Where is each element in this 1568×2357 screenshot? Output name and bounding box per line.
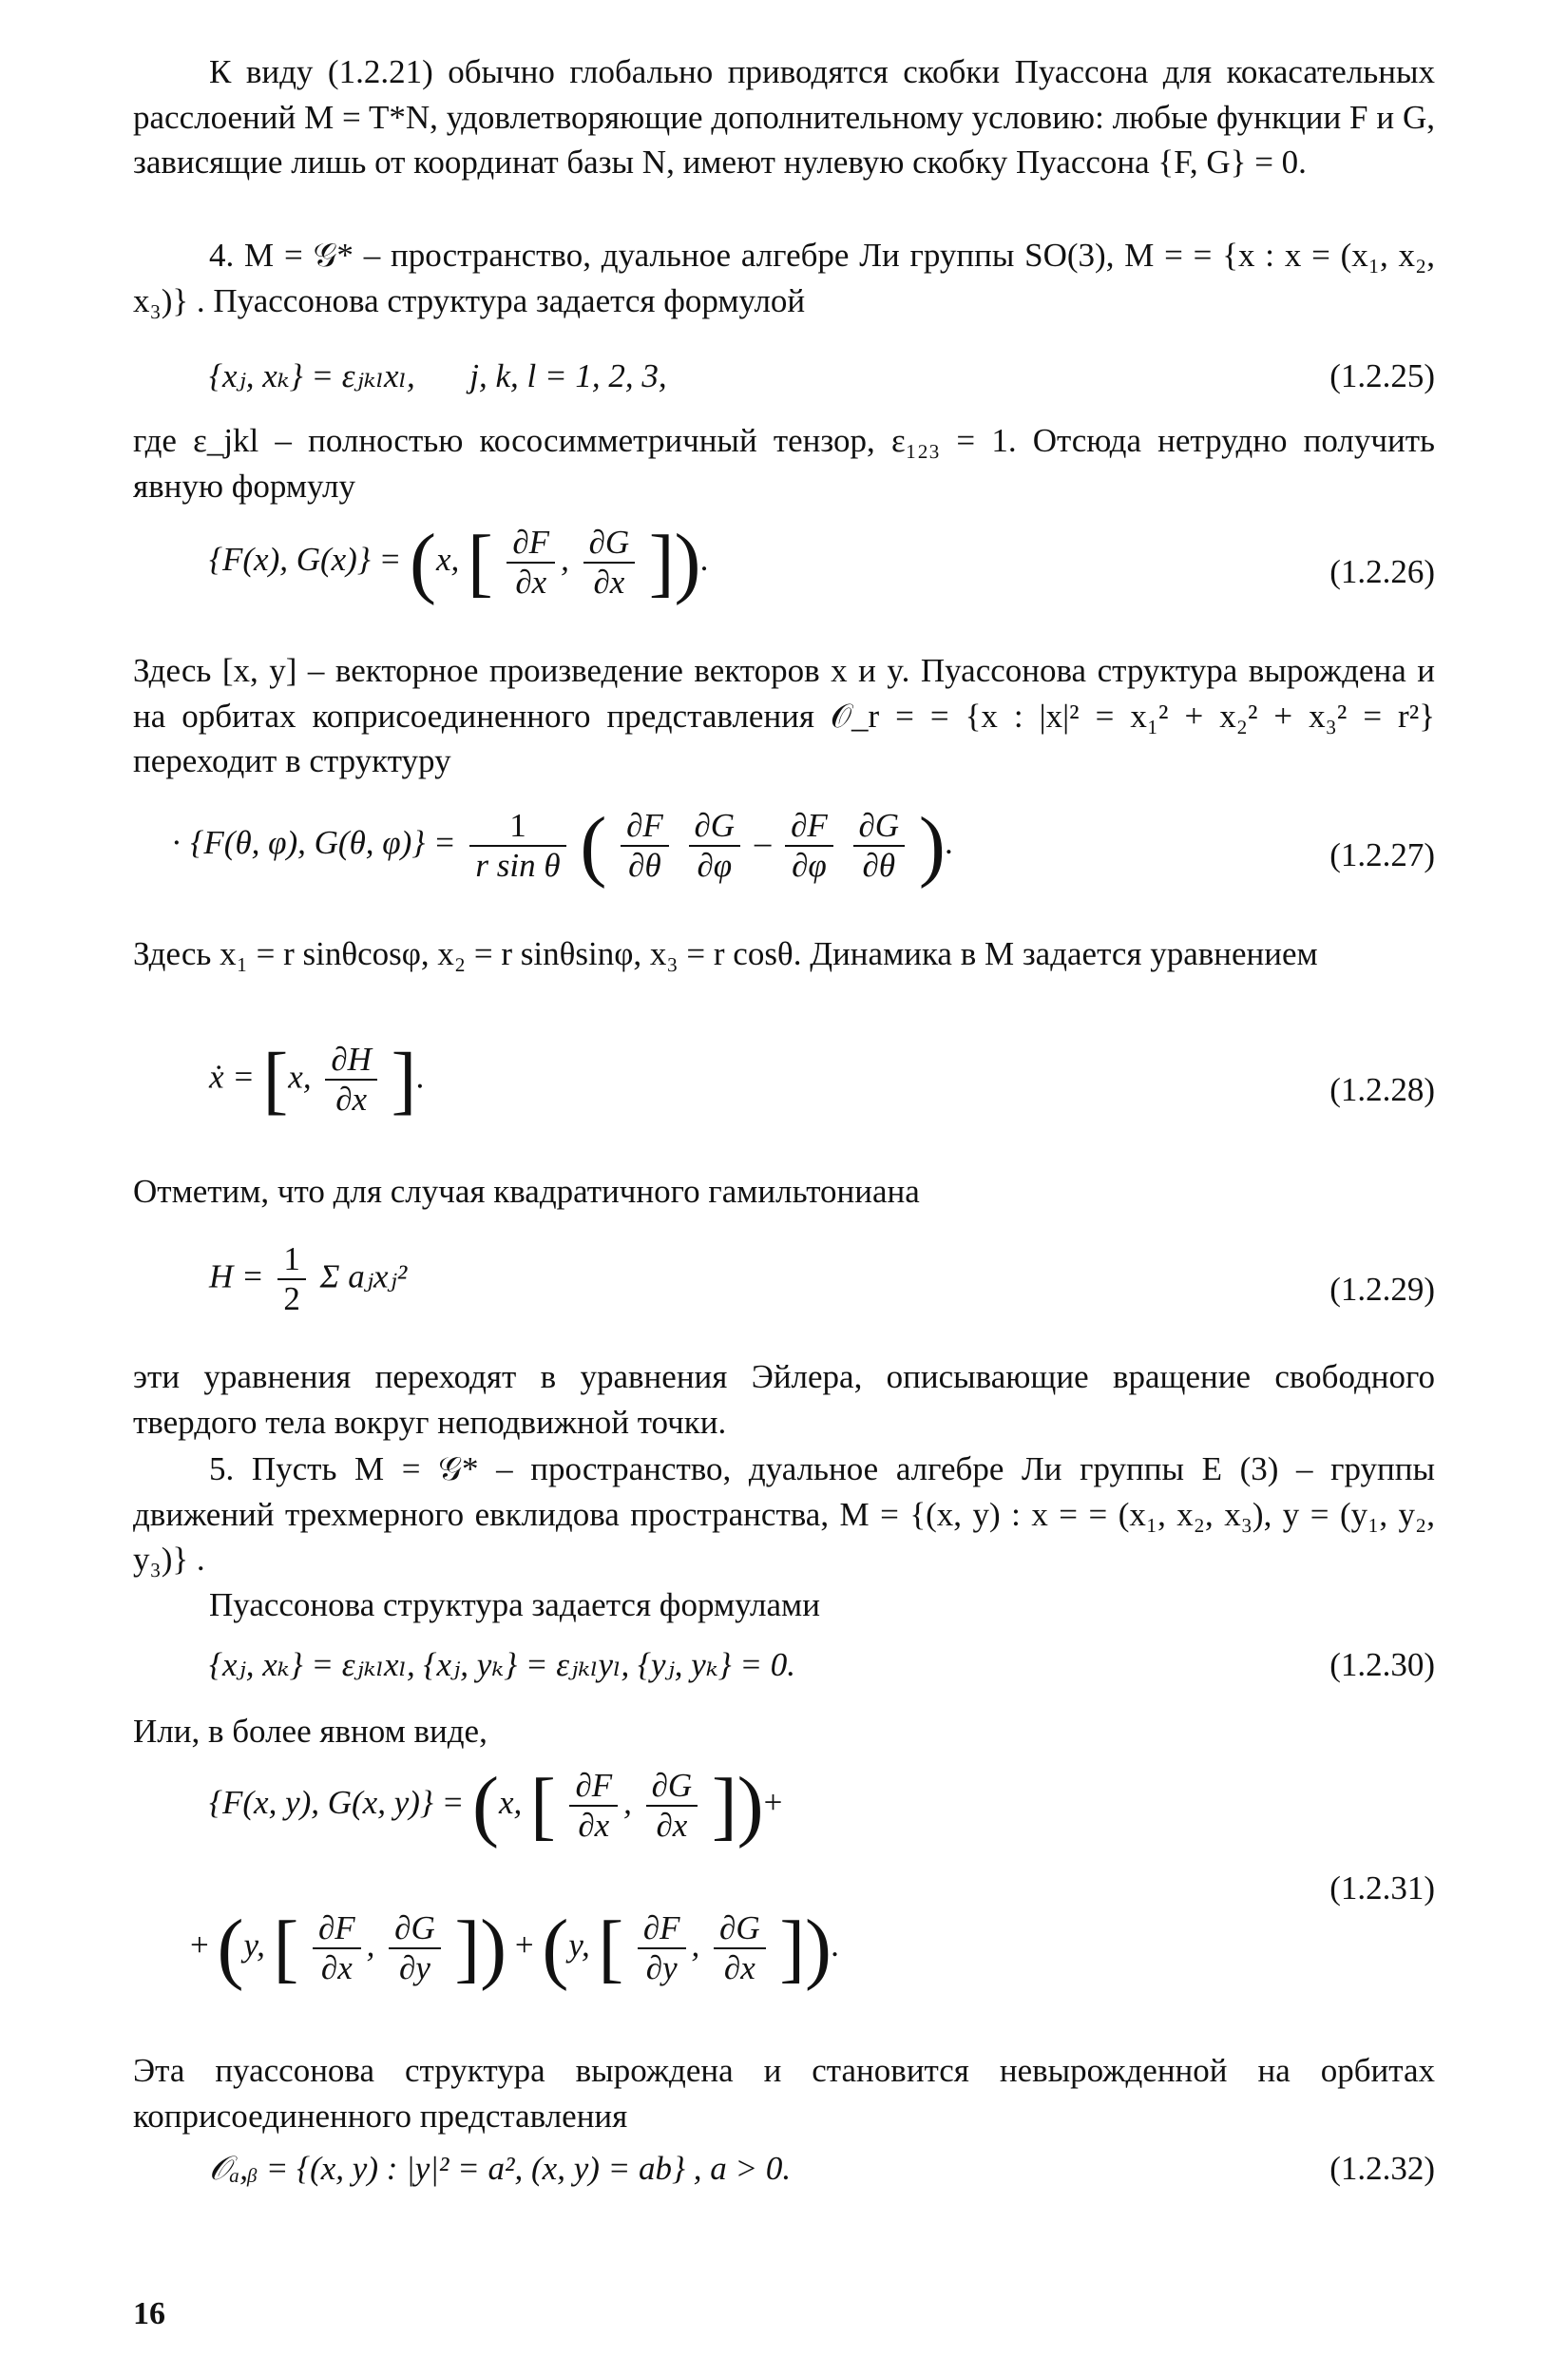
eq29-number: (1.2.29) — [1329, 1271, 1435, 1308]
eq30-number: (1.2.30) — [1329, 1646, 1435, 1683]
eq26-f2n: ∂G — [583, 524, 636, 564]
paragraph-5 — [133, 931, 1435, 977]
eq29-rhs: Σ aⱼxⱼ² — [319, 1257, 408, 1295]
eq27-an: ∂F — [621, 807, 669, 847]
eq30-text: {xⱼ, xₖ} = εⱼₖₗxₗ, {xⱼ, yₖ} = εⱼₖₗyₗ, {yⱼ, yₖ} = 0. — [209, 1646, 795, 1683]
page-number: 16 — [133, 2296, 165, 2331]
paragraph-2 — [133, 233, 1435, 323]
text-p4: Здесь [x, y] – векторное произведение векторов x и y. Пуассонова структура вырождена и на орбитах коприсоединенного представления 𝒪_r = = {x : |x|² = x₁² + x₂² + x₃² = r²} переходит в структуру — [133, 652, 1435, 780]
eq31-b-n: ∂G — [646, 1767, 698, 1807]
eq31-t2: y, — [243, 1926, 265, 1964]
eq27-bn: ∂G — [689, 807, 741, 847]
eq28-fn: ∂H — [325, 1041, 377, 1081]
eq31-c-n: ∂F — [313, 1909, 361, 1949]
eq32-text: 𝒪ₐ,ᵦ = {(x, y) : |y|² = a², (x, y) = ab} , a > 0. — [209, 2150, 792, 2187]
eq28-number: (1.2.28) — [1329, 1071, 1435, 1108]
text-p7: эти уравнения переходят в уравнения Эйлера, описывающие вращение свободного твердого тела вокруг неподвижной точки. — [133, 1358, 1435, 1441]
paragraph-1 — [133, 49, 1435, 185]
eq27-lhs: {F(θ, φ), G(θ, φ)} = — [190, 824, 456, 862]
equation-1-2-30 — [133, 1642, 1435, 1718]
text-p5: Здесь x₁ = r sinθcosφ, x₂ = r sinθsinφ, x₃ = r cosθ. Динамика в M задается уравнением — [133, 935, 1318, 972]
eq26-number: (1.2.26) — [1329, 553, 1435, 590]
eq31-number: (1.2.31) — [1329, 1869, 1435, 1907]
eq27-cd: r sin θ — [475, 847, 561, 884]
text-p2: 4. M = 𝒢* – пространство, дуальное алгебре Ли группы SO(3), M = = {x : x = (x₁, x₂, x₃)} . Пуассонова структура задается формулой — [133, 237, 1435, 319]
eq25-rhs: j, k, l = 1, 2, 3, — [469, 357, 667, 394]
text-p8: 5. Пусть M = 𝒢* – пространство, дуальное алгебре Ли группы E (3) – группы движений трехмерного евклидова пространства, M = {(x, y) : x = = (x₁, x₂, x₃), y = (y₁, y₂, y₃)} . — [133, 1450, 1435, 1579]
text-p6: Отметим, что для случая квадратичного гамильтониана — [133, 1173, 920, 1210]
eq28-fd: ∂x — [335, 1081, 368, 1119]
eq31-b-d: ∂x — [656, 1807, 688, 1844]
eq25-lhs: {xⱼ, xₖ} = εⱼₖₗxₗ, — [209, 357, 415, 394]
paragraph-8 — [133, 1447, 1435, 1582]
eq27-number: (1.2.27) — [1329, 836, 1435, 873]
equation-1-2-28: ẋ = [x, $\frac{\partial H}{\partial x}$ ]. (1.2.28) — [209, 1038, 1435, 1122]
eq27-cd2: ∂φ — [792, 847, 827, 884]
eq26-f1n: ∂F — [507, 524, 555, 564]
eq31-c-d: ∂x — [320, 1949, 353, 1986]
text-p11: Эта пуассонова структура вырождена и становится невырожденной на орбитах коприсоединенного представления — [133, 2052, 1435, 2135]
eq31-a-n: ∂F — [569, 1767, 618, 1807]
eq29-cd: 2 — [283, 1280, 300, 1318]
eq26-f1d: ∂x — [515, 564, 547, 601]
paragraph-3 — [133, 418, 1435, 508]
eq27-dn: ∂G — [853, 807, 906, 847]
equation-1-2-29 — [133, 1231, 1435, 1335]
eq31-t3: y, — [568, 1926, 590, 1964]
text-p9: Пуассонова структура задается формулами — [209, 1586, 820, 1623]
paragraph-9 — [133, 1582, 1435, 1628]
text-p3: где ε_jkl – полностью кососимметричный тензор, ε₁₂₃ = 1. Отсюда нетрудно получить явную формулу — [133, 422, 1435, 505]
eq31-d-d: ∂y — [399, 1949, 430, 1986]
paragraph-6 — [133, 1169, 1435, 1215]
eq31-f-d: ∂x — [723, 1949, 755, 1986]
eq31-f-n: ∂G — [714, 1909, 766, 1949]
eq26-lhs: {F(x), G(x)} = — [209, 541, 402, 579]
eq27-ad: ∂θ — [628, 847, 661, 884]
eq31-t1: x, — [499, 1784, 523, 1822]
eq31-lhs: {F(x, y), G(x, y)} = — [209, 1784, 465, 1822]
eq28-lhs: ẋ = — [209, 1058, 255, 1096]
equation-1-2-32 — [133, 2146, 1435, 2222]
paragraph-11 — [133, 2048, 1435, 2138]
eq31-d-n: ∂G — [389, 1909, 441, 1949]
eq28-x: x, — [288, 1058, 312, 1096]
eq31-e-d: ∂y — [645, 1949, 678, 1986]
text-p1: К виду (1.2.21) обычно глобально приводятся скобки Пуассона для кокасательных расслоений M = T*N, удовлетворяющие дополнительному условию: любые функции F и G, зависящие лишь от координат базы N, имеют нулевую скобку Пуассона {F, G} = 0. — [133, 53, 1435, 182]
eq26-f2d: ∂x — [593, 564, 625, 601]
paragraph-7 — [133, 1354, 1435, 1445]
eq31-e-n: ∂F — [638, 1909, 686, 1949]
eq26-x: x, — [435, 541, 460, 579]
equation-1-2-27: · {F(θ, φ), G(θ, φ)} = $\frac{1}{\text{r sin θ}}$ ( $\frac{\partial F}{\partial\theta}$ $\frac{\partial G}{\partial\varphi}$ – $\frac{\partial F}{\partial\varphi}$ $\frac{\partial G}{\partial\theta}$ ). (1.2.27) — [171, 801, 1435, 890]
eq27-bd: ∂φ — [697, 847, 733, 884]
eq25-number: (1.2.25) — [1329, 357, 1435, 394]
eq29-cn: 1 — [277, 1240, 306, 1280]
paragraph-10 — [133, 1709, 1435, 1754]
eq29-lhs: H = — [209, 1257, 264, 1295]
eq31-a-d: ∂x — [578, 1807, 610, 1844]
eq27-cn: 1 — [469, 807, 565, 847]
eq32-number: (1.2.32) — [1329, 2150, 1435, 2187]
paragraph-4 — [133, 648, 1435, 784]
eq27-dd: ∂θ — [862, 847, 896, 884]
eq27-cn2: ∂F — [785, 807, 833, 847]
equation-1-2-31: {F(x, y), G(x, y)} = (x, [ $\frac{\partial F}{\partial x}$ , $\frac{\partial G}{\partial x}$ ])+ + (y, [ $\frac{\partial F}{\partial x}$ , $\frac{\partial G}{\partial y}$ ]) + (y, [ $\frac{\partial F}{\partial y}$ , $\frac{\partial G}{\partial x}$ ]). (1.2.31) — [190, 1761, 1435, 1992]
equation-1-2-26: {F(x), G(x)} = (x, [ $\frac{\partial F}{\partial x}$ , $\frac{\partial G}{\partial x}$ ]). (1.2.26) — [209, 518, 1435, 606]
text-p10: Или, в более явном виде, — [133, 1713, 488, 1750]
